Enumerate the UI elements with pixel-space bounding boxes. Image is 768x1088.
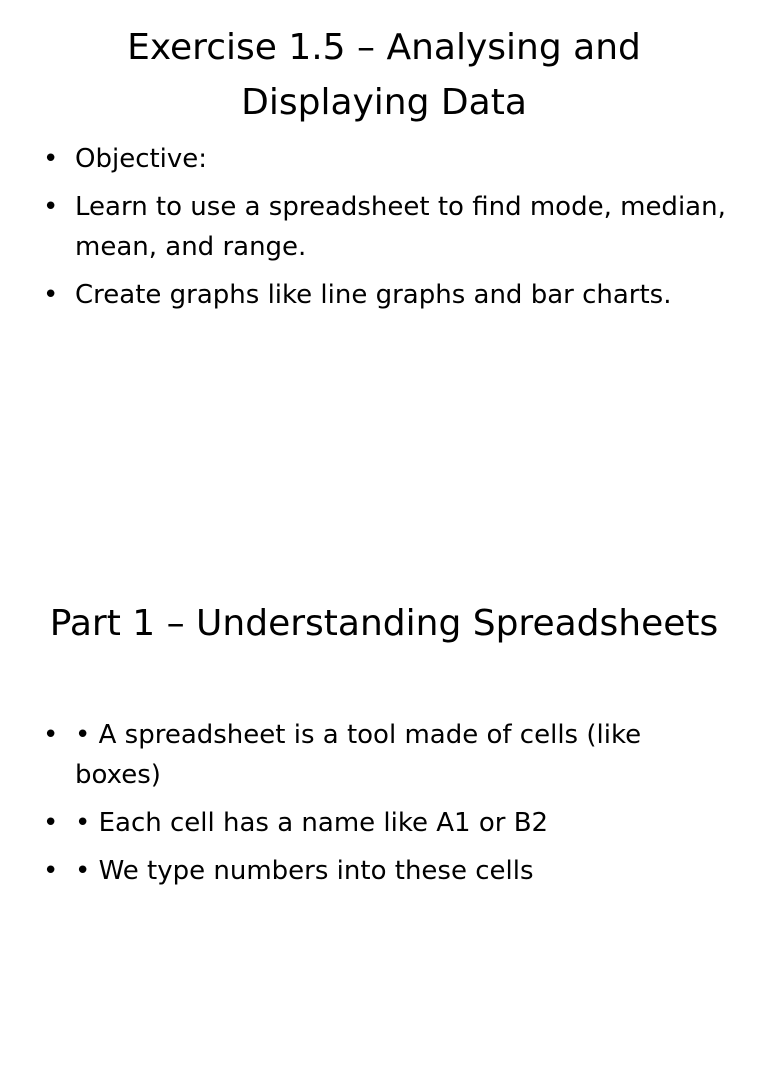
- bullet-text: Learn to use a spreadsheet to find mode, median, mean, and range.: [75, 192, 726, 262]
- bullet-list: [40, 715, 728, 899]
- bullet-list: [40, 139, 728, 323]
- slide-title: Part 1 – Understanding Spreadsheets: [49, 603, 719, 644]
- bullet-marker: •: [43, 720, 59, 750]
- slide-1: [0, 0, 768, 512]
- bullet-item: [40, 803, 728, 843]
- bullet-text: Create graphs like line graphs and bar charts.: [75, 280, 672, 310]
- slide-2: [0, 576, 768, 1088]
- bullet-item: [40, 715, 728, 795]
- bullet-item: [40, 187, 728, 267]
- bullet-marker: •: [43, 808, 59, 838]
- slide-title: Exercise 1.5 – Analysing and Displaying Data: [127, 27, 641, 123]
- bullet-marker: •: [43, 192, 59, 222]
- bullet-item: [40, 139, 728, 179]
- bullet-marker: •: [43, 280, 59, 310]
- bullet-item: [40, 851, 728, 891]
- bullet-marker: •: [43, 144, 59, 174]
- bullet-text: Objective:: [75, 144, 208, 174]
- bullet-text: • Each cell has a name like A1 or B2: [75, 808, 549, 838]
- bullet-marker: •: [43, 856, 59, 886]
- bullet-text: • A spreadsheet is a tool made of cells (like boxes): [75, 720, 642, 790]
- bullet-text: • We type numbers into these cells: [75, 856, 534, 886]
- bullet-item: [40, 275, 728, 315]
